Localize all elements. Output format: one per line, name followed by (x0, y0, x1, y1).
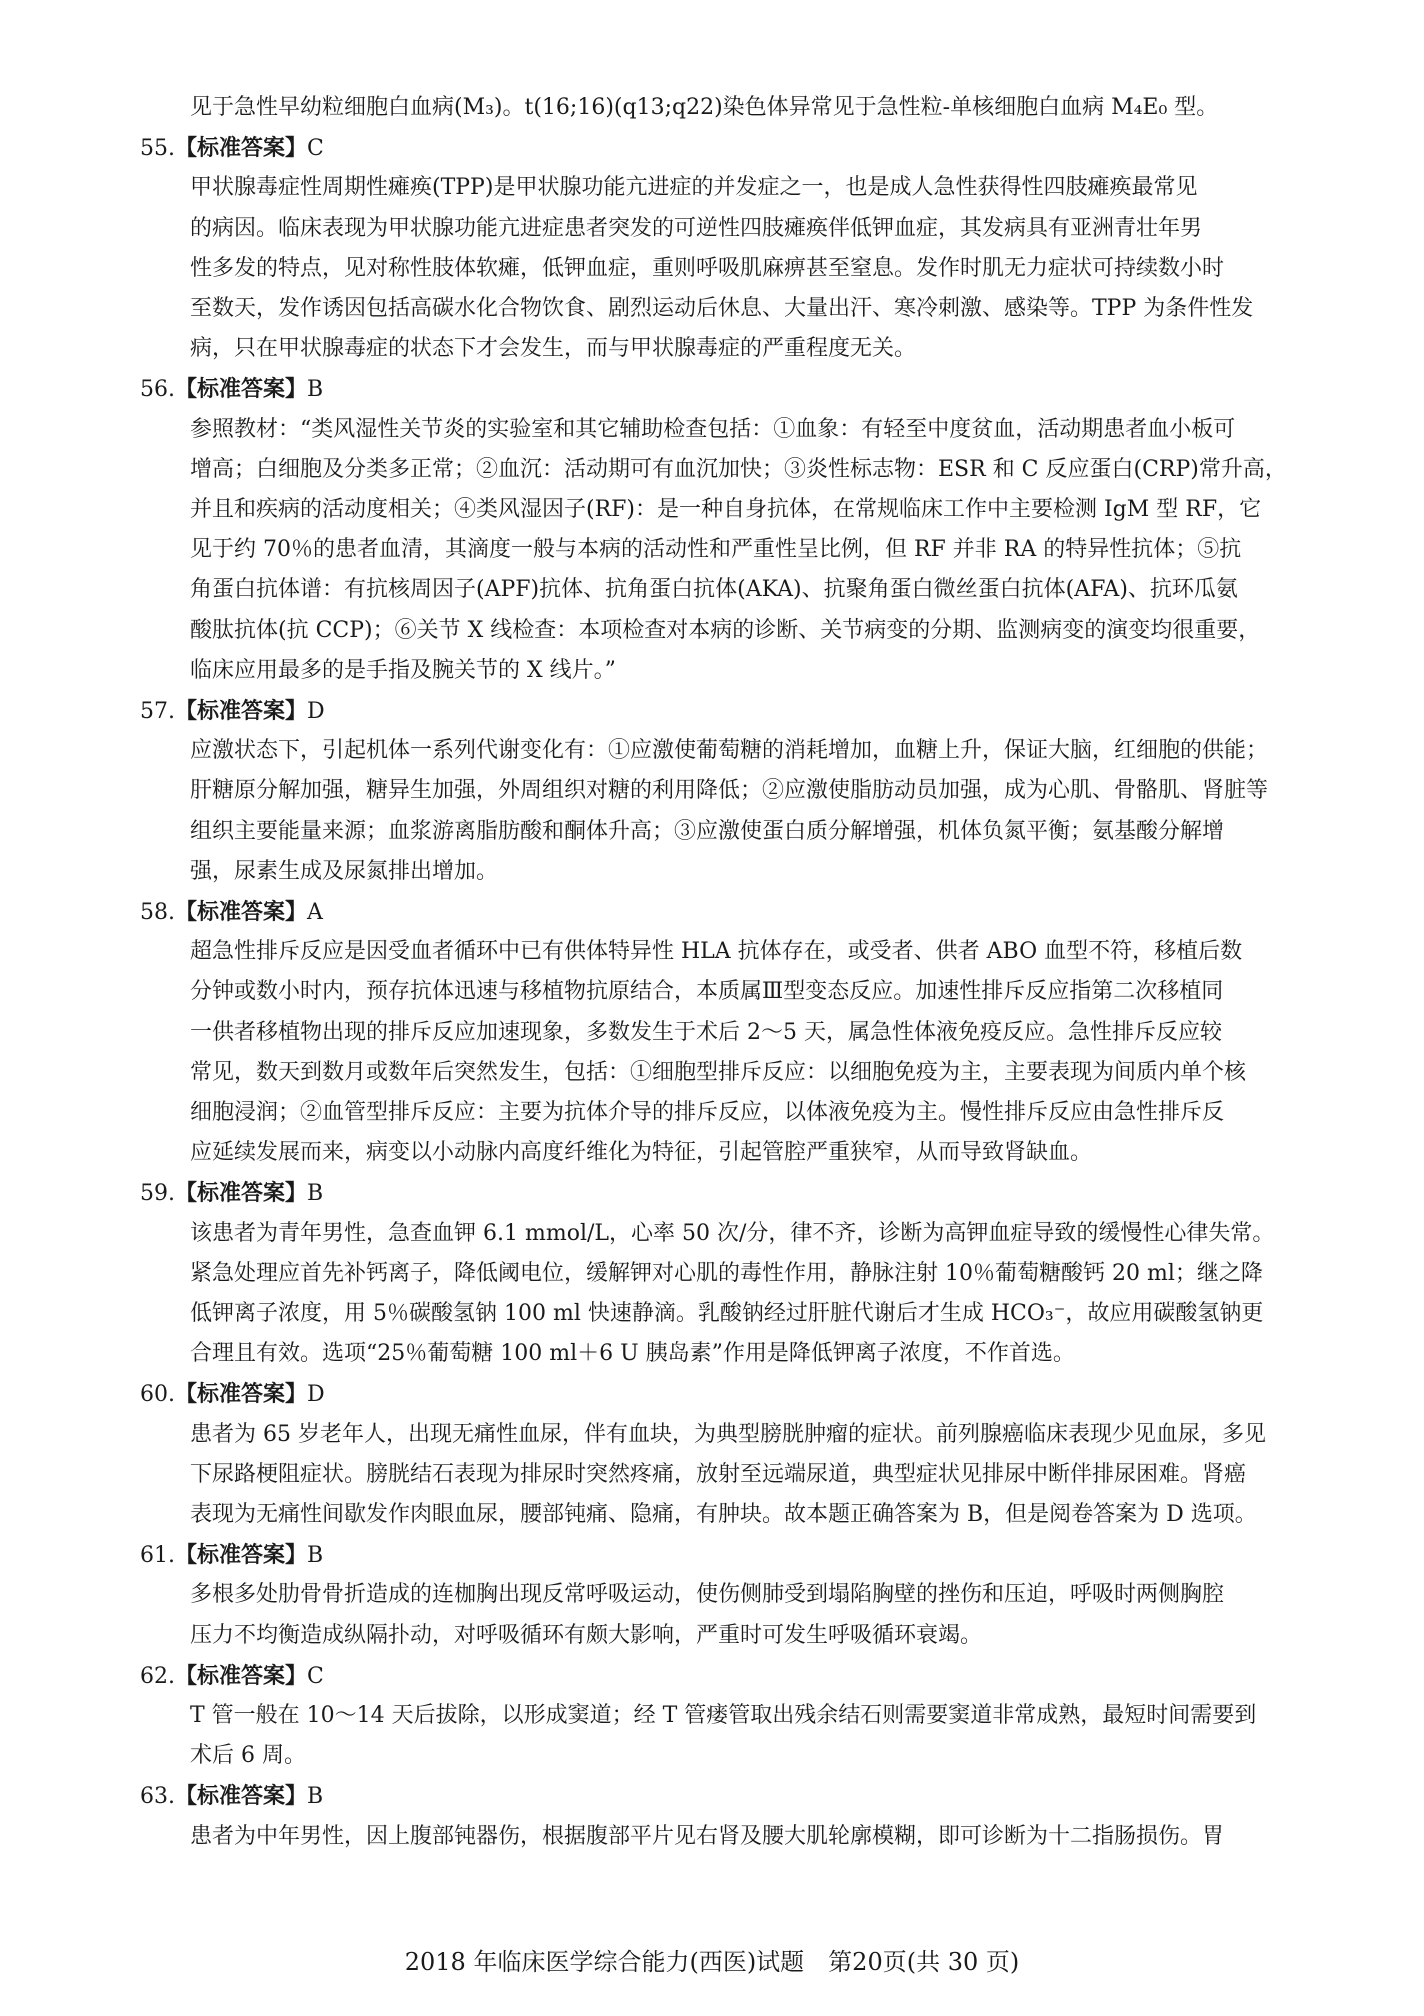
answer-letter: A (307, 900, 323, 925)
explanation-line: 合理且有效。选项“25％葡萄糖 100 ml＋6 U 胰岛素”作用是降低钾离子浓度，不作首选。 (190, 1341, 1075, 1367)
answer-label: 【标准答案】 (175, 1662, 308, 1689)
question-number: 60. (140, 1382, 175, 1408)
answer-letter: B (307, 1181, 324, 1207)
explanation-line: 患者为中年男性，因上腹部钝器伤，根据腹部平片见右肾及腰大肌轮廓模糊，即可诊断为十二指肠损伤。胃 (190, 1823, 1225, 1849)
question-number: 62. (140, 1663, 175, 1689)
explanation-line: 常见，数天到数月或数年后突然发生，包括：①细胞型排斥反应：以细胞免疫为主，主要表现为间质内单个核 (190, 1059, 1247, 1085)
answer-letter: B (307, 1784, 324, 1810)
explanation-line: 至数天，发作诱因包括高碳水化合物饮食、剧烈运动后休息、大量出汗、寒冷刺激、感染等。TPP 为条件性发 (190, 296, 1254, 321)
explanation-line: 表现为无痛性间歇发作肉眼血尿，腰部钝痛、隐痛，有肿块。故本题正确答案为 B，但是阅卷答案为 D 选项。 (190, 1502, 1257, 1527)
explanation-line: 参照教材：“类风湿性关节炎的实验室和其它辅助检查包括：①血象：有轻至中度贫血，活动期患者血小板可 (190, 416, 1236, 442)
explanation-line: 肝糖原分解加强，糖异生加强，外周组织对糖的利用降低；②应激使脂肪动员加强，成为心肌、骨骼肌、肾脏等 (190, 778, 1269, 804)
answer-letter: D (307, 699, 325, 724)
answer-label: 【标准答案】 (175, 1783, 308, 1810)
question-heading (140, 1656, 324, 1696)
explanation-line: T 管一般在 10～14 天后拔除，以形成窦道；经 T 管瘘管取出残余结石则需要窦道非常成熟，最短时间需要到 (190, 1703, 1257, 1728)
question-heading (140, 1776, 323, 1816)
explanation-line: 紧急处理应首先补钙离子，降低阈电位，缓解钾对心肌的毒性作用，静脉注射 10％葡萄糖酸钙 20 ml；继之降 (190, 1260, 1263, 1286)
explanation-line: 增高；白细胞及分类多正常；②血沉：活动期可有血沉加快；③炎性标志物：ESR 和 C 反应蛋白(CRP)常升高， (190, 456, 1287, 482)
explanation-line: 病，只在甲状腺毒症的状态下才会发生，而与甲状腺毒症的严重程度无关。 (190, 336, 917, 362)
explanation-line: 角蛋白抗体谱：有抗核周因子(APF)抗体、抗角蛋白抗体(AKA)、抗聚角蛋白微丝蛋白抗体(AFA)、抗环瓜氨 (190, 577, 1238, 603)
explanation-line: 甲状腺毒症性周期性瘫痪(TPP)是甲状腺功能亢进症的并发症之一，也是成人急性获得性四肢瘫痪最常见 (190, 175, 1198, 201)
answer-letter: B (307, 1543, 324, 1569)
answer-label: 【标准答案】 (175, 899, 308, 925)
explanation-line: 该患者为青年男性，急查血钾 6.1 mmol/L，心率 50 次/分，律不齐，诊断为高钾血症导致的缓慢性心律失常。 (190, 1220, 1275, 1246)
text-line: 见于急性早幼粒细胞白血病(M₃)。t(16;16)(q13;q22)染色体异常见于急性粒-单核细胞白血病 M₄E₀ 型。 (190, 95, 1219, 120)
explanation-line: 并且和疾病的活动度相关；④类风湿因子(RF)：是一种自身抗体，在常规临床工作中主要检测 IgM 型 RF，它 (190, 497, 1262, 522)
answer-label: 【标准答案】 (175, 1542, 308, 1569)
question-number: 57. (140, 699, 175, 724)
answer-letter: C (307, 1663, 324, 1689)
answer-label: 【标准答案】 (175, 1180, 308, 1207)
explanation-line: 强，尿素生成及尿氮排出增加。 (190, 858, 499, 884)
question-number: 63. (140, 1784, 175, 1810)
answer-letter: C (307, 136, 324, 162)
question-heading (140, 1535, 323, 1575)
question-number: 56. (140, 377, 175, 403)
answer-letter: D (307, 1382, 325, 1408)
explanation-line: 酸肽抗体(抗 CCP)；⑥关节 X 线检查：本项检查对本病的诊断、关节病变的分期、监测病变的演变均很重要， (190, 617, 1261, 643)
explanation-line: 压力不均衡造成纵隔扑动，对呼吸循环有颇大影响，严重时可发生呼吸循环衰竭。 (190, 1622, 983, 1648)
question-heading (140, 1173, 323, 1213)
explanation-line: 应激状态下，引起机体一系列代谢变化有：①应激使葡萄糖的消耗增加，血糖上升，保证大脑，红细胞的供能； (190, 738, 1269, 764)
explanation-line: 细胞浸润；②血管型排斥反应：主要为抗体介导的排斥反应，以体液免疫为主。慢性排斥反应由急性排斥反 (190, 1100, 1225, 1125)
answer-label: 【标准答案】 (175, 376, 308, 403)
answer-label: 【标准答案】 (175, 698, 308, 724)
page-footer: 2018 年临床医学综合能力(西医)试题 第20页(共 30 页) (404, 1948, 1020, 1976)
answer-letter: B (307, 377, 324, 403)
question-heading (140, 369, 323, 409)
explanation-line: 临床应用最多的是手指及腕关节的 X 线片。” (190, 657, 616, 683)
explanation-line: 多根多处肋骨骨折造成的连枷胸出现反常呼吸运动，使伤侧肺受到塌陷胸壁的挫伤和压迫，呼吸时两侧胸腔 (190, 1582, 1225, 1608)
explanation-line: 超急性排斥反应是因受血者循环中已有供体特异性 HLA 抗体存在，或受者、供者 ABO 血型不符，移植后数 (190, 939, 1243, 965)
explanation-line: 应延续发展而来，病变以小动脉内高度纤维化为特征，引起管腔严重狭窄，从而导致肾缺血。 (190, 1140, 1093, 1166)
question-heading (140, 892, 323, 932)
explanation-line: 术后 6 周。 (190, 1743, 306, 1769)
answer-label: 【标准答案】 (175, 1381, 308, 1408)
explanation-line: 分钟或数小时内，预存抗体迅速与移植物抗原结合，本质属Ⅲ型变态反应。加速性排斥反应指第二次移植同 (190, 979, 1224, 1005)
question-number: 55. (140, 136, 175, 162)
explanation-line: 下尿路梗阻症状。膀胱结石表现为排尿时突然疼痛，放射至远端尿道，典型症状见排尿中断伴排尿困难。肾癌 (190, 1461, 1247, 1487)
explanation-line: 患者为 65 岁老年人，出现无痛性血尿，伴有血块，为典型膀胱肿瘤的症状。前列腺癌临床表现少见血尿，多见 (190, 1421, 1266, 1447)
question-number: 61. (140, 1543, 175, 1569)
explanation-line: 组织主要能量来源；血浆游离脂肪酸和酮体升高；③应激使蛋白质分解增强，机体负氮平衡；氨基酸分解增 (190, 818, 1225, 844)
question-heading (140, 1374, 325, 1414)
explanation-line: 见于约 70％的患者血清，其滴度一般与本病的活动性和严重性呈比例，但 RF 并非 RA 的特异性抗体；⑤抗 (190, 537, 1242, 563)
explanation-line: 性多发的特点，见对称性肢体软瘫，低钾血症，重则呼吸肌麻痹甚至窒息。发作时肌无力症状可持续数小时 (190, 255, 1225, 281)
question-heading (140, 128, 324, 168)
explanation-line: 的病因。临床表现为甲状腺功能亢进症患者突发的可逆性四肢瘫痪伴低钾血症，其发病具有亚洲青壮年男 (190, 215, 1203, 241)
explanation-line: 一供者移植物出现的排斥反应加速现象，多数发生于术后 2～5 天，属急性体液免疫反应。急性排斥反应较 (190, 1019, 1222, 1045)
question-heading (140, 691, 325, 731)
question-number: 59. (140, 1181, 175, 1207)
explanation-line: 低钾离子浓度，用 5％碳酸氢钠 100 ml 快速静滴。乳酸钠经过肝脏代谢后才生成 HCO₃⁻，故应用碳酸氢钠更 (190, 1301, 1264, 1326)
question-number: 58. (140, 900, 175, 925)
answer-label: 【标准答案】 (175, 135, 308, 162)
